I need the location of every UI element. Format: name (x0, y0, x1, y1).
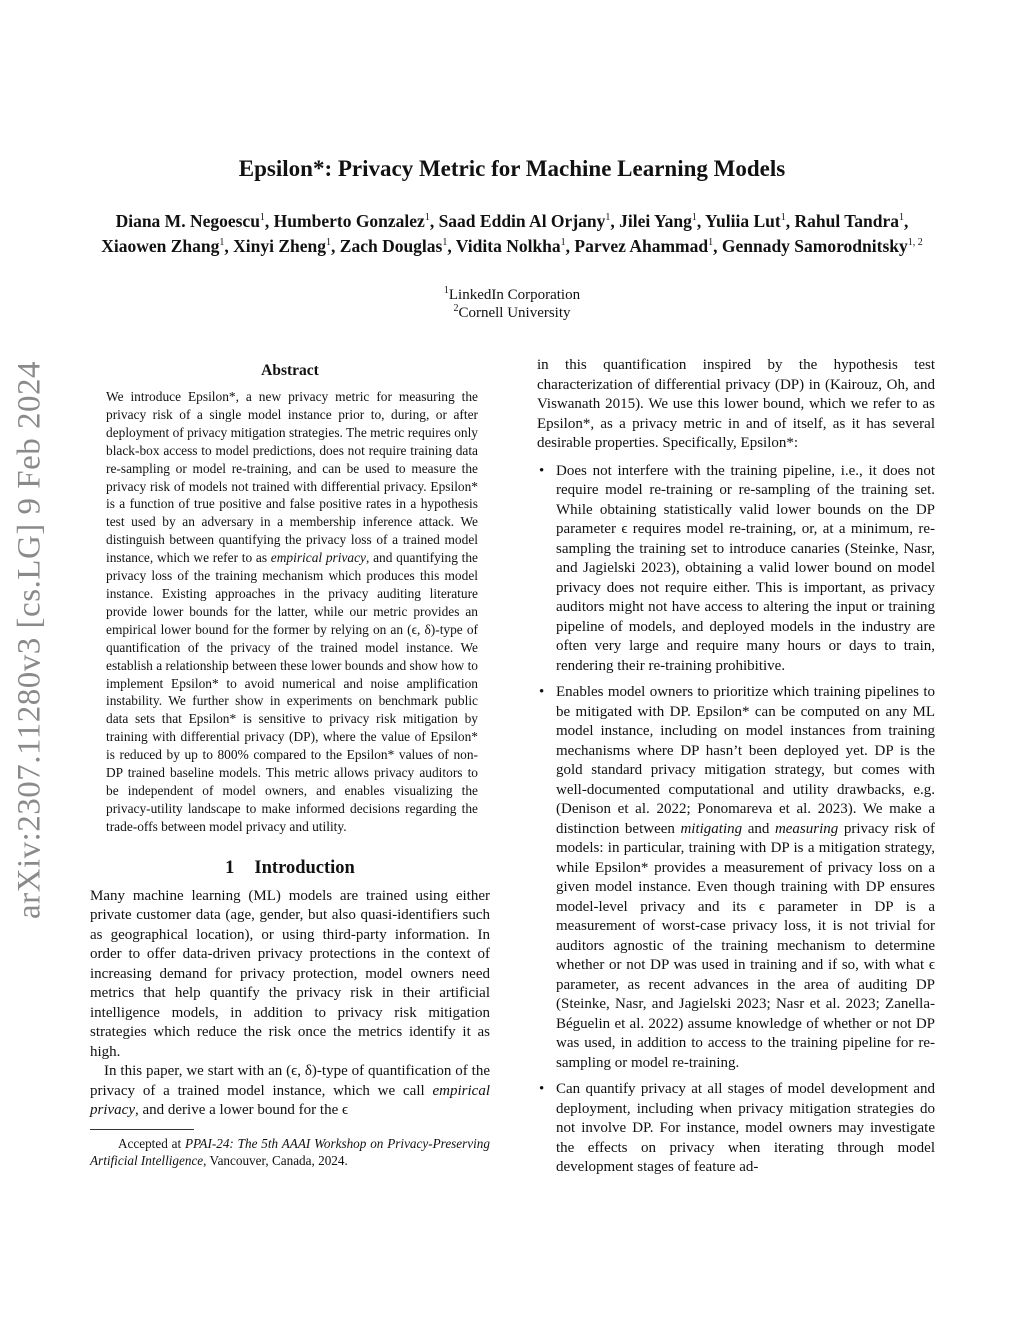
list-item-text: Can quantify privacy at all stages of model development and deployment, including when privacy mitigation strategies do not involve DP. For instance, model owners may investigate the effects on privacy when iterating through model development stages of feature ad- (556, 1081, 935, 1175)
introduction-heading (90, 858, 490, 879)
author-name: Diana M. Negoescu (115, 211, 260, 231)
author-affiliation-mark: 1 (708, 236, 714, 248)
author-name: Zach Douglas (339, 235, 443, 256)
right-intro-paragraph: in this quantification inspired by the hypothesis test characterization of differential privacy (DP) in (Kairouz, Oh, and Viswanath 2015). We use this lower bound, which we refer to as Epsilon*, as a privacy metric in and of itself, as it has several desirable properties. Specifically, Epsilon*: (537, 357, 935, 451)
author-affiliation-mark: 1 (219, 236, 225, 248)
affiliation-1-name: LinkedIn Corporation (448, 287, 581, 303)
author-name: Saad Eddin Al Orjany (438, 211, 606, 231)
bullet-icon: • (539, 684, 545, 700)
list-item-text: Enables model owners to prioritize which training pipelines to be mitigated with DP. Epsilon* can be computed on any ML model instance, including on model instances from training mechanisms where DP hasn’t been deployed yet. DP is the gold standard privacy mitigation strategy, but comes with well-documented computational and utility drawbacks, e.g. (Denison et al. 2022; Ponomareva et al. 2023). We make a distinction between mitigating and measuring privacy risk of models: in particular, training with DP is a mitigation strategy, while Epsilon* provides a measurement of privacy loss on a given model instance. Even though training with DP ensures model-level privacy and its ϵ parameter in DP is a measurement of worst-case privacy loss, it is not trivial for auditors agnostic of the training mechanism to determine whether or not DP was used in training and if so, with what ϵ parameter, as recent advances in the area of auditing DP (Steinke, Nasr, and Jagielski 2023; Nasr et al. 2023; Zanella-Béguelin et al. 2022) assume knowledge of whether or not DP was used, in addition to access to the training pipeline for re-sampling or model re-training. (556, 684, 935, 1071)
author-affiliation-mark: 1 (259, 212, 265, 224)
bullet-icon: • (539, 462, 545, 479)
footnote: Accepted at PPAI-24: The 5th AAAI Workshop on Privacy-Preserving Artificial Intelligence, Vancouver, Canada, 2024. (90, 1135, 490, 1169)
author-name: Humberto Gonzalez (273, 211, 425, 231)
affiliation-2 (0, 303, 1024, 323)
author-affiliation-mark: 1 (560, 236, 566, 248)
author-name: Yuliia Lut (705, 211, 781, 231)
author-affiliation-mark: 1 (780, 212, 786, 224)
author-name: Xiaowen Zhang (101, 235, 220, 256)
right-column (537, 356, 935, 1185)
author-affiliation-mark: 1, 2 (907, 236, 923, 248)
footnote-rule (90, 1129, 194, 1130)
list-item (537, 683, 935, 1073)
affiliation-1 (0, 285, 1024, 305)
arxiv-identifier-text: arXiv:2307.11280v3 [cs.LG] 9 Feb 2024 (11, 360, 48, 920)
intro-paragraph-1: Many machine learning (ML) models are trained using either private customer data (age, gender, but also quasi-identifiers such as geographical location), or using third-party information. In order to offer data-driven privacy protections in the context of increasing demand for privacy protection, model owners need metrics that help quantify the privacy risk in their artificial intelligence models, in addition to privacy risk mitigation strategies which reduce the risk once the metrics identify it as high. (90, 887, 490, 1060)
section-title: Introduction (254, 857, 355, 878)
author-name: Gennady Samorodnitsky (721, 235, 908, 256)
list-item (537, 462, 935, 677)
author-name: Xinyi Zheng (233, 235, 327, 256)
section-number: 1 (225, 857, 235, 878)
author-list: Diana M. Negoescu$^1$, Humberto Gonzalez$^1$, Saad Eddin Al Orjany$^1$, Jilei Yang$^1$, Yuliia Lut$^1$, Rahul Tandra$^1$, Xiaowen Zhang$^1$, Xinyi Zheng$^1$, Zach Douglas$^1$, Vidita Nolkha$^1$, Parvez Ahammad$^1$, Gennady Samorodnitsky$^{1, 2}$ (101, 211, 923, 256)
author-affiliation-mark: 1 (691, 212, 697, 224)
author-affiliation-mark: 1 (326, 236, 332, 248)
abstract-text: We introduce Epsilon*, a new privacy metric for measuring the privacy risk of a single model instance prior to, during, or after deployment of privacy mitigation strategies. The metric requires only black-box access to model predictions, does not require training data re-sampling or model re-training, and can be used to measure the privacy risk of models not trained with differential privacy. Epsilon* is a function of true positive and false positive rates in a hypothesis test used by an adversary in a membership inference attack. We distinguish between quantifying the privacy loss of a trained model instance, which we refer to as empirical privacy, and quantifying the privacy loss of the training mechanism which produces this model instance. Existing approaches in the privacy auditing literature provide lower bounds for the latter, while our metric provides an empirical lower bound for the former by relying on an (ϵ, δ)-type of quantification of the privacy of the trained model instance. We establish a relationship between these lower bounds and show how to implement Epsilon* to avoid numerical and noise amplification instability. We further show in experiments on benchmark public data sets that Epsilon* is sensitive to privacy risk mitigation by training with differential privacy (DP), where the value of Epsilon* is reduced by up to 800% compared to the Epsilon* values of non-DP trained baseline models. This metric allows privacy auditors to be independent of model owners, and enables visualizing the privacy-utility landscape to make informed decisions regarding the trade-offs between model privacy and utility. (106, 389, 478, 834)
author-affiliation-mark: 1 (899, 212, 905, 224)
list-item-text: Does not interfere with the training pipeline, i.e., it does not require model re-training or re-sampling of the training set. While obtaining statistically valid lower bounds on the DP parameter ϵ requires model re-training, or, at a minimum, re-sampling the training set to introduce canaries (Steinke, Nasr, and Jagielski 2023), obtaining a valid lower bound on model privacy does not require either. This is important, as privacy auditors might not have access to altering the input or training pipeline of models, and deployed models in the industry are often very large and require many hours or days to train, rendering their re-training prohibitive. (556, 462, 935, 674)
affiliation-1-number: 1 (443, 285, 449, 296)
bullet-icon: • (539, 1081, 545, 1097)
author-name: Rahul Tandra (794, 211, 900, 231)
paper-title: Epsilon*: Privacy Metric for Machine Learning Models (238, 156, 786, 181)
intro-paragraph-2: In this paper, we start with an (ϵ, δ)-type of quantification of the privacy of a trained model instance, which we call empirical privacy, and derive a lower bound for the ϵ (90, 1063, 490, 1119)
property-list (537, 462, 935, 1178)
author-affiliation-mark: 1 (442, 236, 448, 248)
author-affiliation-mark: 1 (605, 212, 611, 224)
author-name: Parvez Ahammad (574, 235, 709, 256)
affiliation-2-number: 2 (453, 303, 459, 314)
affiliation-2-name: Cornell University (458, 305, 571, 321)
author-affiliation-mark: 1 (424, 212, 430, 224)
author-name: Vidita Nolkha (455, 235, 561, 256)
left-column (90, 362, 490, 1170)
list-item (537, 1080, 935, 1178)
abstract-heading: Abstract (261, 362, 319, 379)
author-name: Jilei Yang (619, 211, 692, 231)
